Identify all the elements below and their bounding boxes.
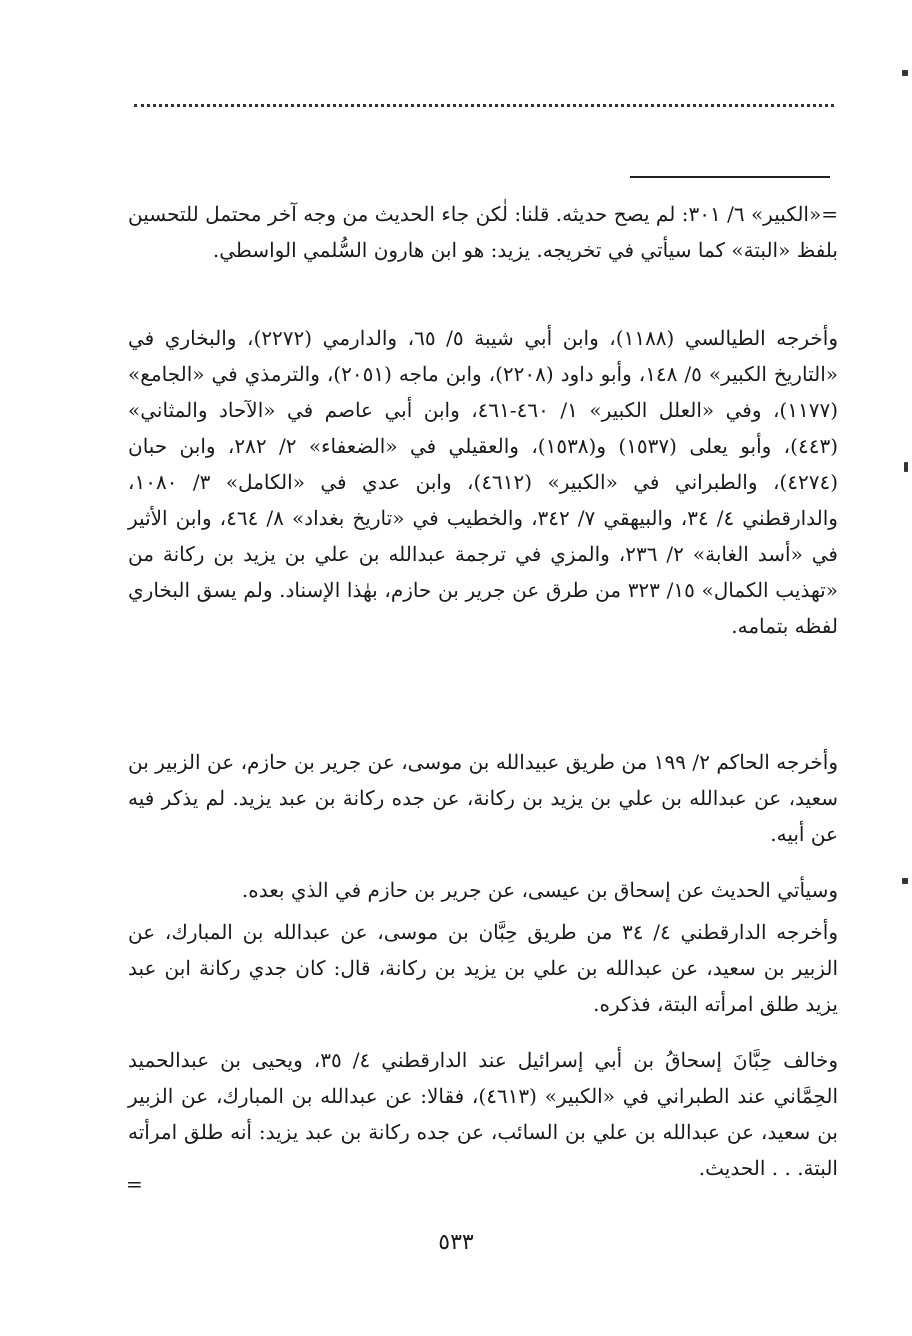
- page-number: ٥٣٣: [438, 1230, 474, 1255]
- footnote-rule: [630, 176, 830, 178]
- paragraph: وأخرجه الدارقطني ٤/ ٣٤ من طريق حِبَّان بن موسى، عن عبدالله بن المبارك، عن الزبير بن سعيد، عن عبدالله بن علي بن يزيد بن ركانة، قال: كان جدي ركانة ابن عبد يزيد طلق امرأته البتة، فذكره.: [128, 920, 838, 1016]
- margin-mark: [902, 70, 908, 76]
- paragraph: وسيأتي الحديث عن إسحاق بن عيسى، عن جرير بن حازم في الذي بعده.: [241, 878, 838, 902]
- paragraph: وأخرجه الحاكم ٢/ ١٩٩ من طريق عبيدالله بن موسى، عن جرير بن حازم، عن الزبير بن سعيد، عن عبدالله بن علي بن يزيد بن ركانة، عن جده ركانة بن عبد يزيد. لم يذكر فيه عن أبيه.: [128, 750, 838, 846]
- paragraph: وأخرجه الطيالسي (١١٨٨)، وابن أبي شيبة ٥/ ٦٥، والدارمي (٢٢٧٢)، والبخاري في «التاريخ الكبير» ٥/ ١٤٨، وأبو داود (٢٢٠٨)، وابن ماجه (٢٠٥١)، والترمذي في «الجامع» (١١٧٧)، وفي «العلل الكبير» ١/ ٤٦٠-٤٦١، وابن أبي عاصم في «الآحاد والمثاني» (٤٤٣)، وأبو يعلى (١٥٣٧) و(١٥٣٨)، والعقيلي في «الضعفاء» ٢/ ٢٨٢، وابن حبان (٤٢٧٤)، والطبراني في «الكبير» (٤٦١٢)، وابن عدي في «الكامل» ٣/ ١٠٨٠، والدارقطني ٤/ ٣٤، والبيهقي ٧/ ٣٤٢، والخطيب في «تاريخ بغداد» ٨/ ٤٦٤، وابن الأثير في «أسد الغابة» ٢/ ٢٣٦، والمزي في ترجمة عبدالله بن علي بن يزيد بن ركانة من «تهذيب الكمال» ١٥/ ٣٢٣ من طرق عن جرير بن حازم، بهٰذا الإسناد. ولم يسق البخاري لفظه بتمامه.: [128, 326, 838, 638]
- paragraph: وخالف حِبَّانَ إسحاقُ بن أبي إسرائيل عند الدارقطني ٤/ ٣٥، ويحيى بن عبدالحميد الحِمَّاني عند الطبراني في «الكبير» (٤٦١٣)، فقالا: عن عبدالله بن المبارك، عن الزبير بن سعيد، عن عبدالله بن علي بن السائب، عن جده ركانة بن عبد يزيد: أنه طلق امرأته البتة. . . الحديث.: [128, 1048, 838, 1180]
- margin-mark: [902, 878, 908, 884]
- dotted-separator: [134, 104, 834, 121]
- margin-mark: [904, 462, 908, 472]
- footnote-continuation: =«الكبير» ٦/ ٣٠١: لم يصح حديثه. قلنا: لٰكن جاء الحديث من وجه آخر محتمل للتحسين بلفظ «البتة» كما سيأتي في تخريجه. يزيد: هو ابن هارون السُّلمي الواسطي.: [128, 202, 838, 262]
- continuation-mark: =: [126, 1172, 143, 1196]
